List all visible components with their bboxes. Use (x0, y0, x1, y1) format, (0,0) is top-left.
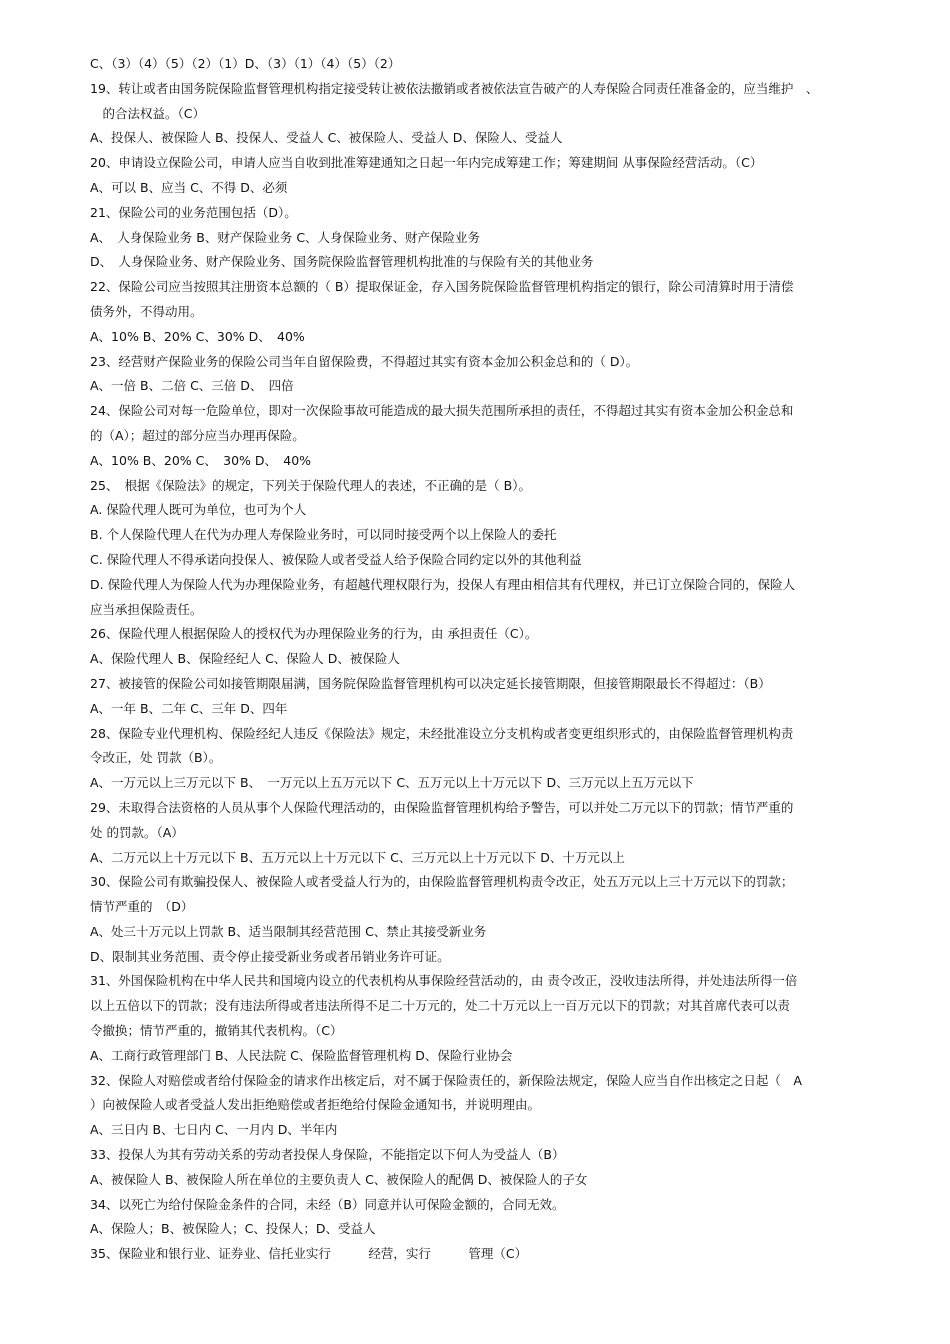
question-33-line: 33、投保人为其有劳动关系的劳动者投保人身保险，不能指定以下何人为受益人（B） (90, 1147, 565, 1163)
options-line: A、10% B、20% C、30% D、 40% (90, 328, 305, 344)
document-page (90, 52, 910, 1267)
question-29-line: 29、未取得合法资格的人员从事个人保险代理活动的，由保险监督管理机构给予警告，可以并处二万元以下的罚款；情节严重的 (90, 799, 794, 815)
text-line: 应当承担保险责任。 (90, 601, 203, 617)
options-line: A、三日内 B、七日内 C、一月内 D、半年内 (90, 1122, 338, 1138)
options-line: A、被保险人 B、被保险人所在单位的主要负责人 C、被保险人的配偶 D、被保险人的子女 (90, 1171, 588, 1187)
question-35-line: 35、保险业和银行业、证券业、信托业实行 经营，实行 管理（C） (90, 1246, 528, 1262)
question-30-line: 30、保险公司有欺骗投保人、被保险人或者受益人行为的，由保险监督管理机构责令改正，处五万元以上三十万元以下的罚款； (90, 874, 794, 890)
text-line: 以上五倍以下的罚款；没有违法所得或者违法所得不足二十万元的，处二十万元以上一百万元以下的罚款；对其首席代表可以责 (90, 998, 791, 1014)
options-line: A. 保险代理人既可为单位，也可为个人 (90, 502, 307, 518)
options-line: D. 保险代理人为保险人代为办理保险业务，有超越代理权限行为，投保人有理由相信其有代理权，并已订立保险合同的，保险人 (90, 576, 796, 592)
options-line: A、10% B、20% C、 30% D、 40% (90, 452, 312, 468)
question-23-line: 23、经营财产保险业务的保险公司当年自留保险费，不得超过其实有资本金加公积金总和的（ D）。 (90, 353, 639, 369)
options-line: A、投保人、被保险人 B、投保人、受益人 C、被保险人、受益人 D、保险人、受益人 (90, 130, 563, 146)
options-line: D、 人身保险业务、财产保险业务、国务院保险监督管理机构批准的与保险有关的其他业务 (90, 254, 594, 270)
text-line: 处 的罚款。（A） (90, 824, 184, 840)
question-19-line: 19、转让或者由国务院保险监督管理机构指定接受转让被依法撤销或者被依法宣告破产的人寿保险合同责任准备金的，应当维护 、 (90, 80, 819, 96)
options-line: A、保险代理人 B、保险经纪人 C、保险人 D、被保险人 (90, 651, 400, 667)
options-line: A、 人身保险业务 B、财产保险业务 C、人身保险业务、财产保险业务 (90, 229, 481, 245)
options-line: A、可以 B、应当 C、不得 D、必须 (90, 179, 288, 195)
question-21-line: 21、保险公司的业务范围包括（D）。 (90, 204, 297, 220)
question-27-line: 27、被接管的保险公司如接管期限届满，国务院保险监督管理机构可以决定延长接管期限，但接管期限最长不得超过：（B） (90, 675, 771, 691)
options-line: A、一倍 B、二倍 C、三倍 D、 四倍 (90, 378, 294, 394)
options-line: A、一万元以上三万元以下 B、 一万元以上五万元以下 C、五万元以上十万元以下 D、三万元以上五万元以下 (90, 775, 694, 791)
question-34-line: 34、以死亡为给付保险金条件的合同，未经（B）同意并认可保险金额的，合同无效。 (90, 1196, 565, 1212)
text-line: 债务外，不得动用。 (90, 303, 203, 319)
options-line: A、工商行政管理部门 B、人民法院 C、保险监督管理机构 D、保险行业协会 (90, 1047, 513, 1063)
text-line: ）向被保险人或者受益人发出拒绝赔偿或者拒绝给付保险金通知书，并说明理由。 (90, 1097, 541, 1113)
question-32-line: 32、保险人对赔偿或者给付保险金的请求作出核定后，对不属于保险责任的，新保险法规定，保险人应当自作出核定之日起（ A (90, 1072, 802, 1088)
text-line: 的合法权益。（C） (90, 105, 205, 121)
options-line: D、限制其业务范围、责令停止接受新业务或者吊销业务许可证。 (90, 948, 450, 964)
text-line: 令撤换；情节严重的，撤销其代表机构。（C） (90, 1023, 343, 1039)
question-25-line: 25、 根据《保险法》的规定，下列关于保险代理人的表述，不正确的是（ B）。 (90, 477, 531, 493)
question-24-line: 24、保险公司对每一危险单位，即对一次保险事故可能造成的最大损失范围所承担的责任，不得超过其实有资本金加公积金总和 (90, 403, 794, 419)
text-line: C、（3）（4）（5）（2）（1）D、（3）（1）（4）（5）（2） (90, 56, 401, 71)
options-line: A、二万元以上十万元以下 B、五万元以上十万元以下 C、三万元以上十万元以下 D、十万元以上 (90, 849, 625, 865)
question-31-line: 31、外国保险机构在中华人民共和国境内设立的代表机构从事保险经营活动的，由 责令改正，没收违法所得，并处违法所得一倍 (90, 973, 798, 989)
question-28-line: 28、保险专业代理机构、保险经纪人违反《保险法》规定，未经批准设立分支机构或者变更组织形式的，由保险监督管理机构责 (90, 725, 794, 741)
options-line: C. 保险代理人不得承诺向投保人、被保险人或者受益人给予保险合同约定以外的其他利益 (90, 551, 582, 567)
text-line: 的（A）；超过的部分应当办理再保险。 (90, 427, 305, 443)
question-20-line: 20、申请设立保险公司，申请人应当自收到批准筹建通知之日起一年内完成筹建工作；筹建期间 从事保险经营活动。（C） (90, 155, 763, 171)
question-26-line: 26、保险代理人根据保险人的授权代为办理保险业务的行为，由 承担责任（C）。 (90, 626, 538, 642)
options-line: A、一年 B、二年 C、三年 D、四年 (90, 700, 288, 716)
question-22-line: 22、保险公司应当按照其注册资本总额的（ B）提取保证金，存入国务院保险监督管理机构指定的银行，除公司清算时用于清偿 (90, 279, 794, 295)
options-line: A、处三十万元以上罚款 B、适当限制其经营范围 C、禁止其接受新业务 (90, 923, 487, 939)
text-line: 情节严重的 （D） (90, 899, 194, 915)
text-line: 令改正，处 罚款（B）。 (90, 750, 222, 766)
options-line: A、保险人；B、被保险人；C、投保人；D、受益人 (90, 1221, 376, 1237)
options-line: B. 个人保险代理人在代为办理人寿保险业务时，可以同时接受两个以上保险人的委托 (90, 527, 557, 543)
